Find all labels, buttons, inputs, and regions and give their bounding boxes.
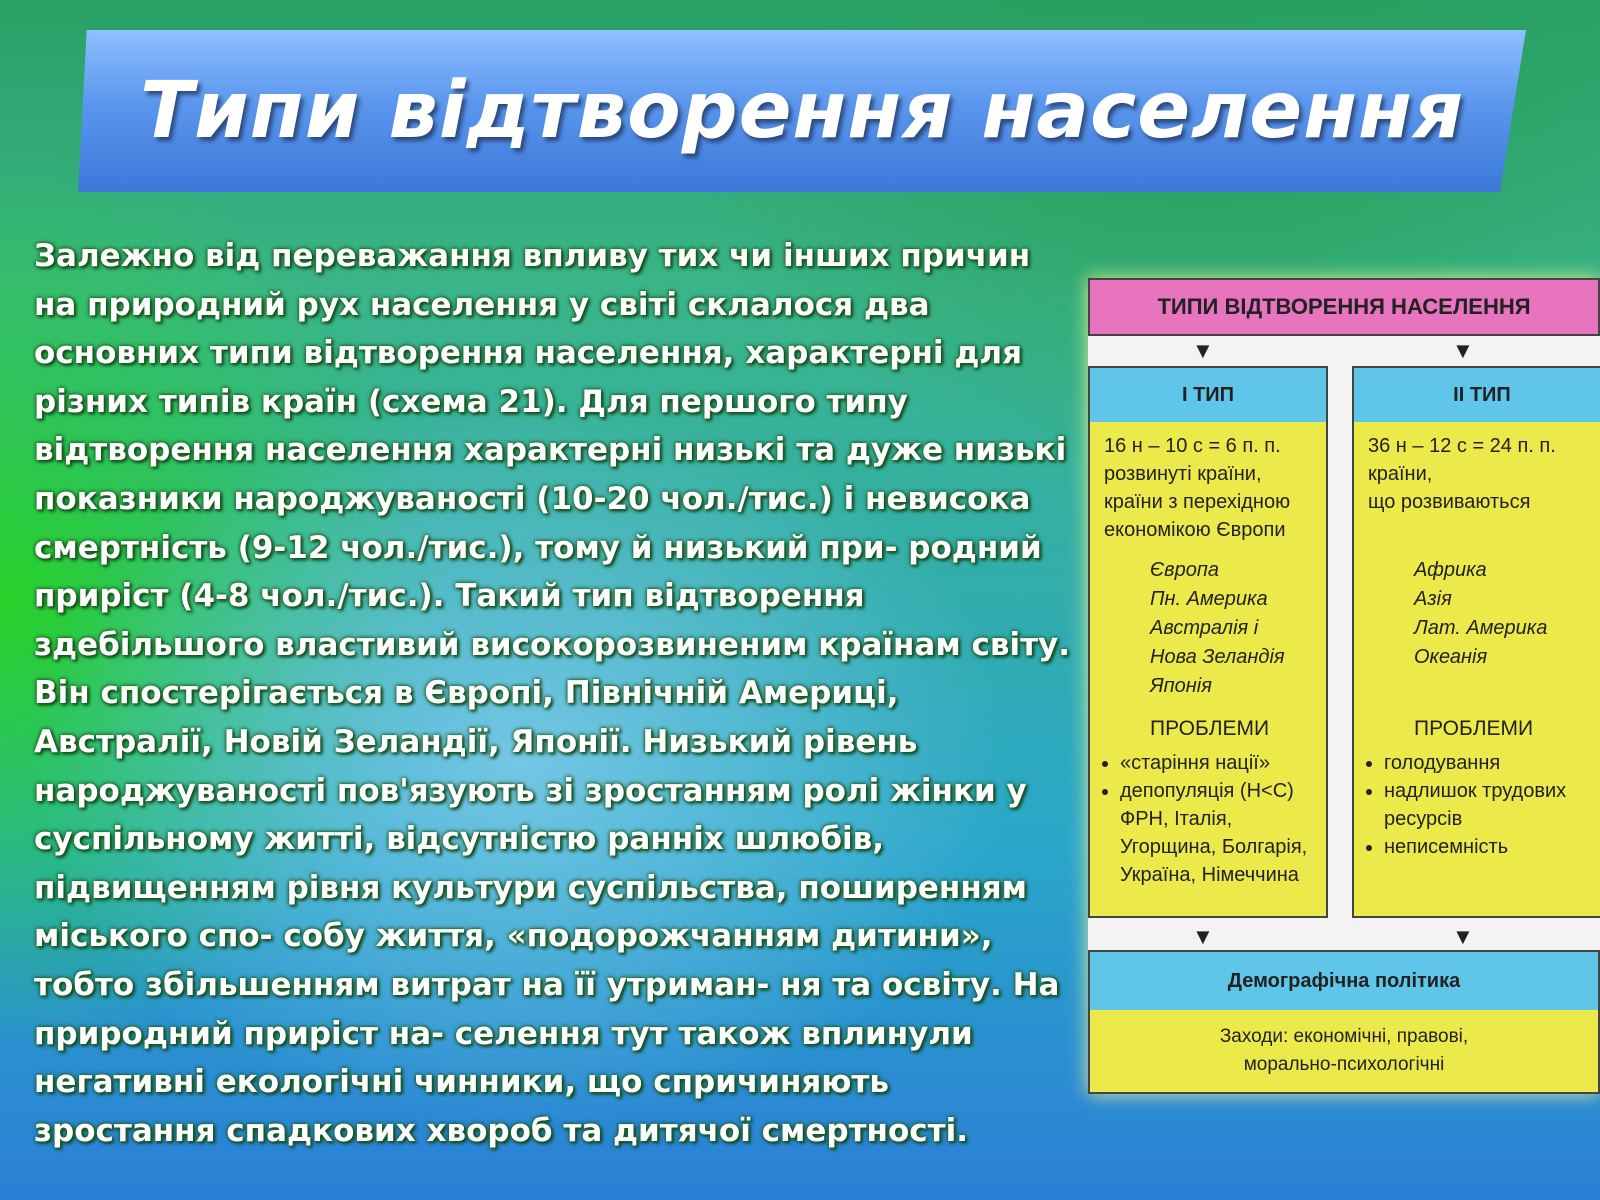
arrow-down-icon: ▼: [1452, 338, 1474, 363]
problem-item: • депопуляція (Н<С): [1120, 777, 1312, 805]
policy-header: Демографічна політика: [1088, 950, 1600, 1012]
arrow-down-icon: ▼: [1192, 338, 1214, 363]
type2-problems-list: [1368, 749, 1596, 861]
slide-title: Типи відтворення населення: [139, 66, 1465, 156]
region-item: Азія: [1414, 588, 1452, 610]
problem-item-continuation: ресурсів: [1384, 808, 1463, 830]
body-paragraph: Залежно від переважання впливу тих чи інших причин на природний рух населення у світі склалося два основних типи відтворення населення, характерні для різних типів країн (схема 21). Для першого типу відтворення населення характерні низькі та дуже низькі показники народжуваності (10-20 чол./тис.) і невисока смертність (9-12 чол./тис.), тому й низький при- родний приріст (4-8 чол./тис.). Такий тип відтворення здебільшого властивий високорозвиненим країнам світу. Він спостерігається в Європі, Північній Америці, Австралії, Новій Зеландії, Японії. Низький рівень народжуваності пов'язують зі зростанням ролі жінки у суспільному житті, відсутністю ранніх шлюбів, підвищенням рівня культури суспільства, поширенням міського спо- собу життя, «подорожчанням дитини», тобто збільшенням витрат на її утриман- ня та освіту. На природний приріст на- селення тут також вплинули негативні екологічні чинники, що спричиняють зростання спадкових хвороб та дитячої смертності.: [34, 238, 1071, 1149]
problem-item: • неписемність: [1384, 833, 1596, 861]
type1-body: [1088, 422, 1328, 918]
region-item: Лат. Америка: [1414, 617, 1548, 639]
region-item: Океанія: [1414, 646, 1488, 668]
type1-problems-list: [1104, 749, 1312, 889]
policy-text-line: Заходи: економічні, правові,: [1219, 1026, 1469, 1047]
type2-problems-title: ПРОБЛЕМИ: [1414, 717, 1534, 740]
problem-item-continuation: Україна, Німеччина: [1120, 864, 1299, 886]
problem-item: • голодування: [1384, 749, 1596, 777]
type1-regions: [1150, 556, 1312, 701]
problem-item: • надлишок трудових: [1384, 777, 1596, 805]
problem-item-continuation: Угорщина, Болгарія,: [1120, 836, 1308, 858]
type1-formula: 16 н – 10 с = 6 п. п.: [1104, 435, 1281, 457]
scheme-header: ТИПИ ВІДТВОРЕННЯ НАСЕЛЕННЯ: [1088, 278, 1600, 336]
region-item: Пн. Америка: [1150, 588, 1268, 610]
type2-desc-line: країни,: [1368, 463, 1433, 485]
type1-desc-line: економікою Європи: [1104, 519, 1286, 541]
scheme-diagram: [1088, 278, 1600, 1094]
arrow-down-icon: ▼: [1452, 924, 1474, 949]
type2-body: [1352, 422, 1600, 918]
type2-description: [1368, 460, 1596, 516]
policy-body: [1088, 1010, 1600, 1094]
type2-formula: 36 н – 12 с = 24 п. п.: [1368, 435, 1556, 457]
region-item: Європа: [1150, 559, 1219, 581]
type1-problems-title: ПРОБЛЕМИ: [1150, 717, 1270, 740]
policy-text-line: морально-психологічні: [1243, 1054, 1445, 1075]
region-item: Африка: [1414, 559, 1487, 581]
problem-item-continuation: ФРН, Італія,: [1120, 808, 1233, 830]
problem-item: • «старіння нації»: [1120, 749, 1312, 777]
type1-desc-line: розвинуті країни,: [1104, 463, 1262, 485]
type1-desc-line: країни з перехідною: [1104, 491, 1291, 513]
arrow-down-icon: ▼: [1192, 924, 1214, 949]
region-item: Австралія і: [1150, 617, 1259, 639]
type2-header: ІІ ТИП: [1352, 366, 1600, 424]
region-item: Японія: [1150, 675, 1212, 697]
region-item: Нова Зеландія: [1150, 646, 1285, 668]
type1-header: І ТИП: [1088, 366, 1328, 424]
type2-desc-line: що розвиваються: [1368, 491, 1531, 513]
type1-description: [1104, 460, 1312, 544]
type2-regions: [1414, 556, 1596, 672]
